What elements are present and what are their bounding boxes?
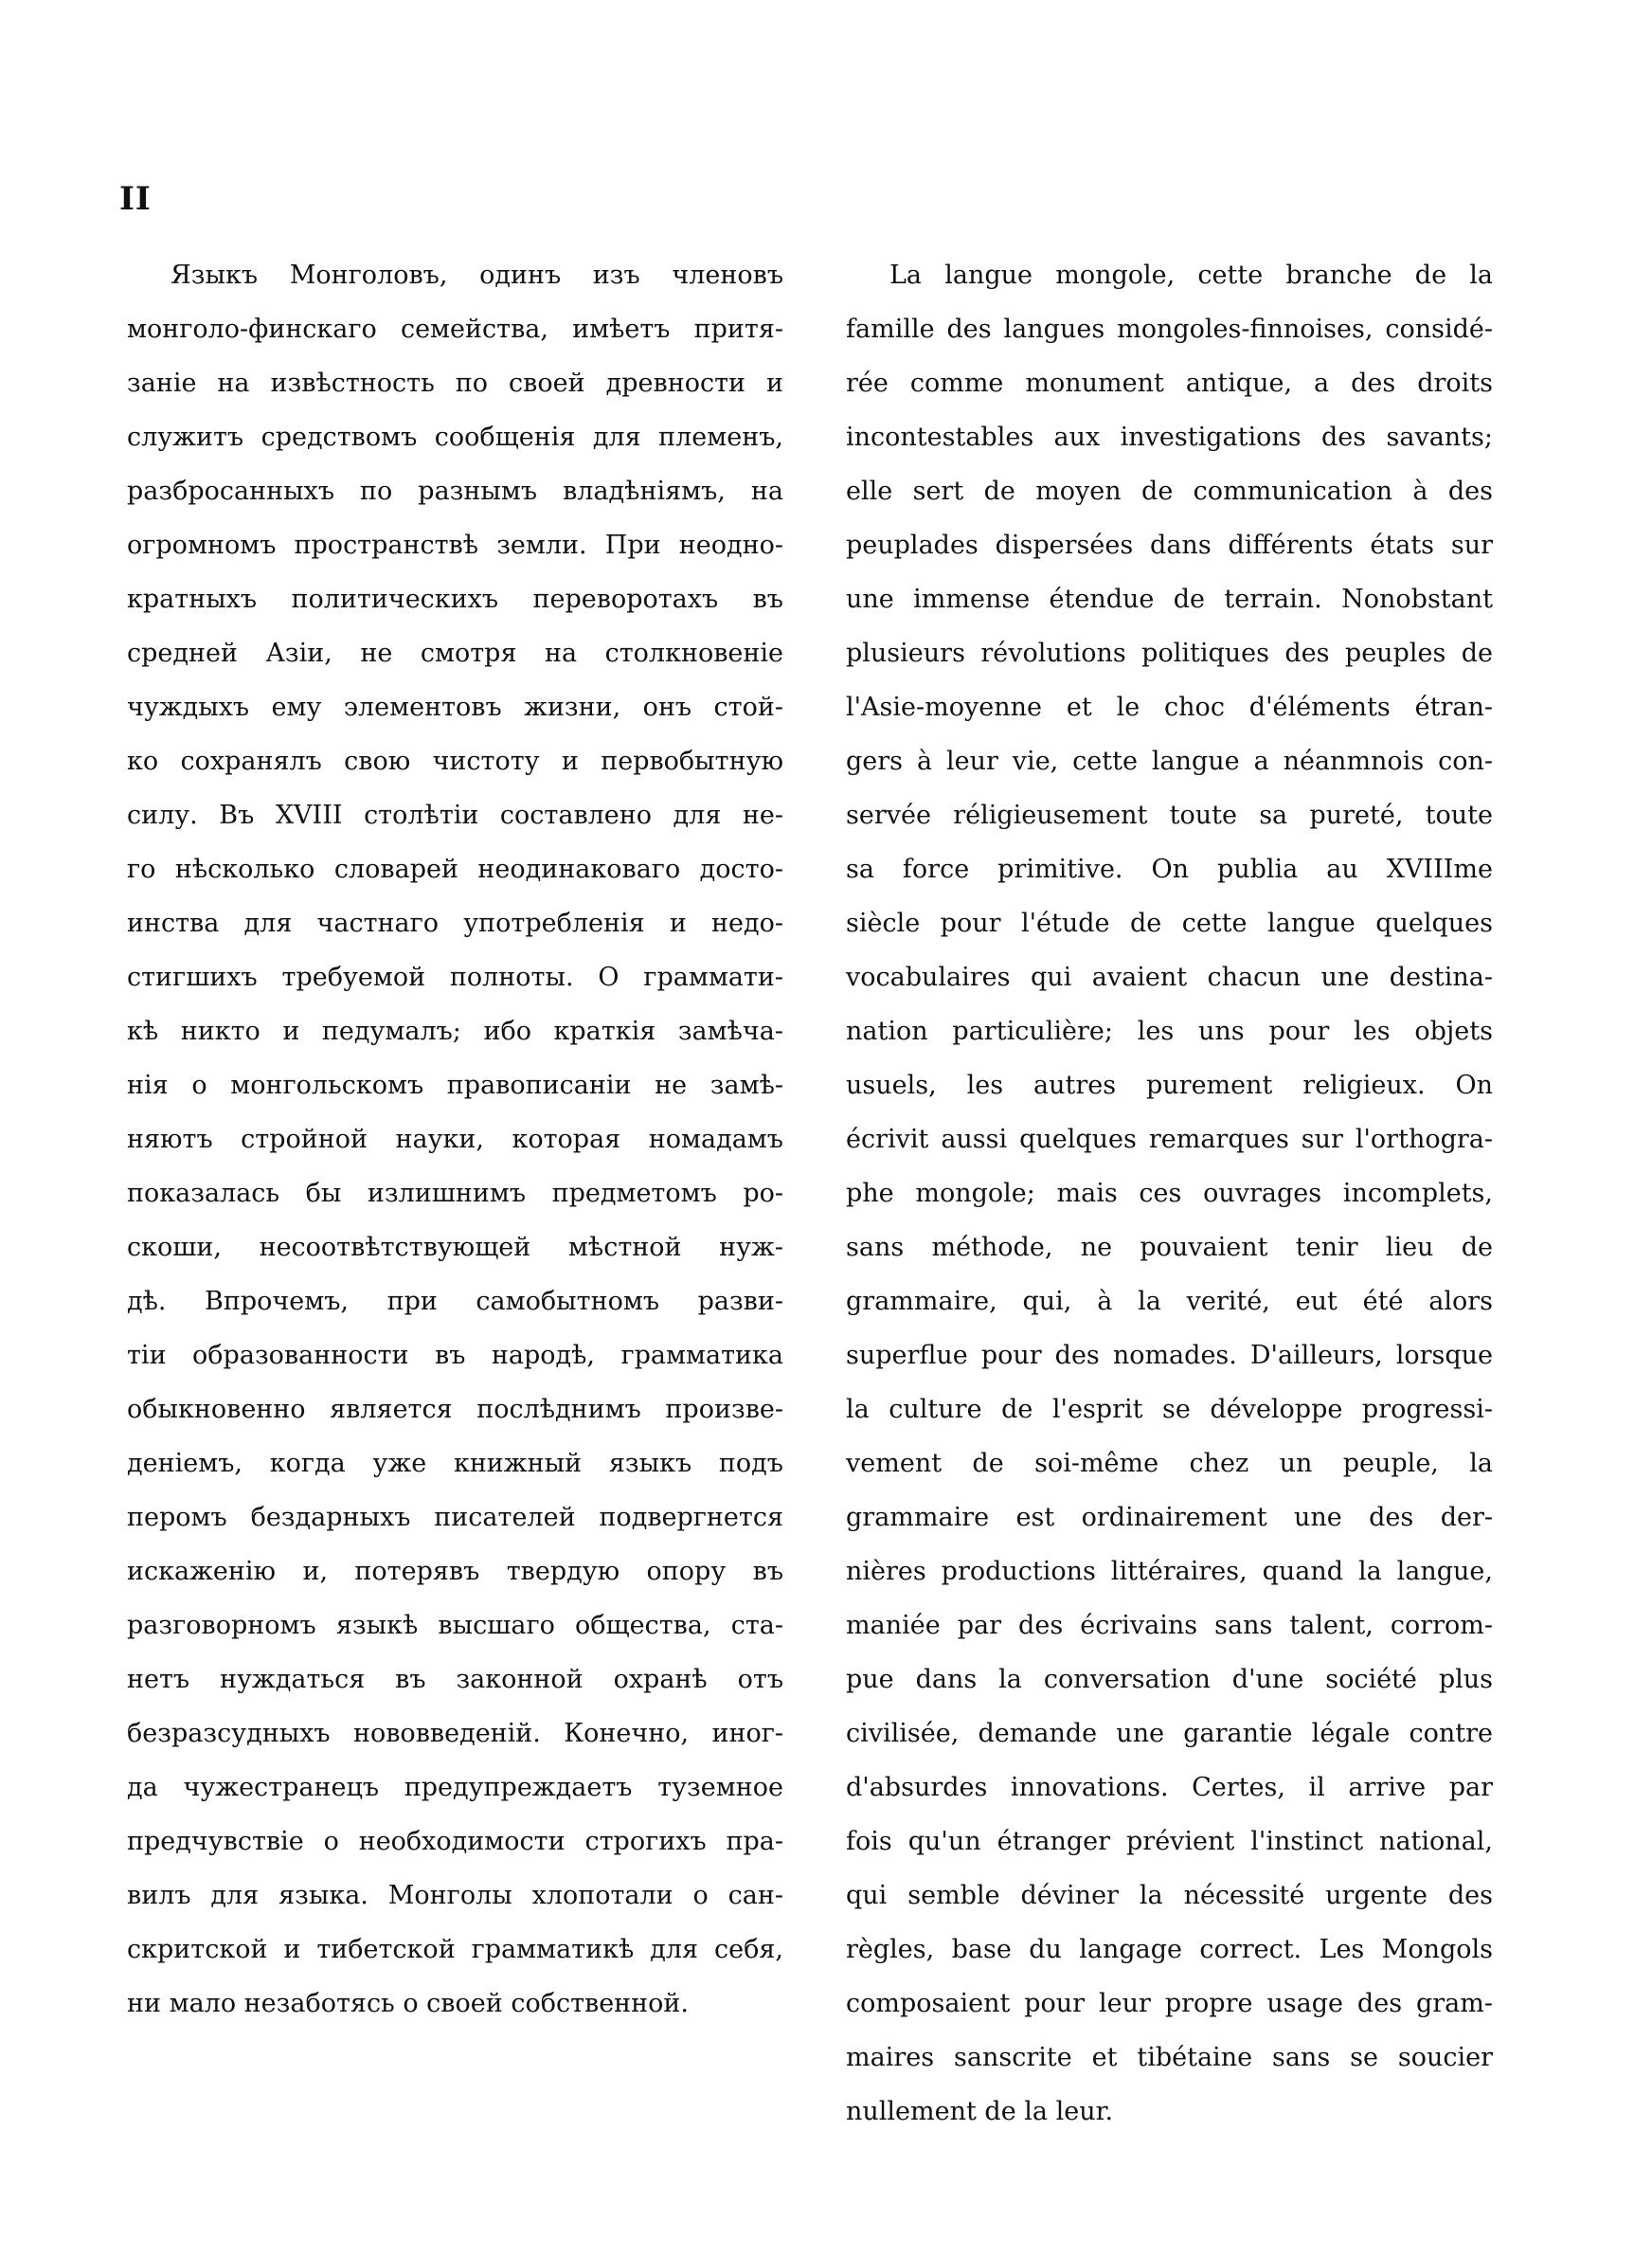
page-number: II xyxy=(119,180,152,218)
text-line: ко сохранялъ свою чистоту и первобытную xyxy=(127,747,783,776)
text-line: разбросанныхъ по разнымъ владѣніямъ, на xyxy=(127,477,783,506)
text-line: fois qu'un étranger prévient l'instinct national, xyxy=(846,1827,1493,1856)
text-line: sans méthode, ne pouvaient tenir lieu de xyxy=(846,1233,1493,1262)
text-line: служитъ средствомъ сообщенія для племенъ, xyxy=(127,423,783,452)
text-line: обыкновенно является послѣднимъ произве- xyxy=(127,1395,783,1424)
text-line: скоши, несоотвѣтствующей мѣстной нуж- xyxy=(127,1233,783,1262)
text-line: civilisée, demande une garantie légale contre xyxy=(846,1719,1493,1748)
text-line: да чужестранецъ предупреждаетъ туземное xyxy=(127,1773,783,1802)
text-line: средней Азіи, не смотря на столкновеніе xyxy=(127,639,783,668)
text-line: qui semble déviner la nécessité urgente des xyxy=(846,1881,1493,1910)
french-text-column xyxy=(846,248,1493,2139)
text-line: разговорномъ языкѣ высшаго общества, ста- xyxy=(127,1611,783,1640)
russian-text-column xyxy=(127,248,783,2031)
text-line: maires sanscrite et tibétaine sans se soucier xyxy=(846,2043,1493,2072)
text-line: nullement de la leur. xyxy=(846,2097,1114,2126)
text-line: чуждыхъ ему элементовъ жизни, онъ стой- xyxy=(127,693,783,722)
text-line: d'absurdes innovations. Certes, il arrive par xyxy=(846,1773,1493,1802)
text-line: огромномъ пространствѣ земли. При неодно- xyxy=(127,531,783,560)
text-line: го нѣсколько словарей неодинаковаго досто- xyxy=(127,855,783,884)
text-line: Языкъ Монголовъ, одинъ изъ членовъ xyxy=(171,261,783,290)
text-line: usuels, les autres purement religieux. On xyxy=(846,1071,1493,1100)
text-line: composaient pour leur propre usage des gram- xyxy=(846,1989,1493,2018)
text-line: grammaire est ordinairement une des der- xyxy=(846,1503,1493,1532)
text-line: инства для частнаго употребленія и недо- xyxy=(127,909,783,938)
text-line: la culture de l'esprit se développe progressi- xyxy=(846,1395,1493,1424)
text-line: siècle pour l'étude de cette langue quelques xyxy=(846,909,1493,938)
text-line: pue dans la conversation d'une société plus xyxy=(846,1665,1493,1694)
text-line: elle sert de moyen de communication à des xyxy=(846,477,1493,506)
text-line: vement de soi-même chez un peuple, la xyxy=(846,1449,1493,1478)
text-line: vocabulaires qui avaient chacun une destina- xyxy=(846,963,1493,992)
text-line: plusieurs révolutions politiques des peuples de xyxy=(846,639,1493,668)
text-line: une immense étendue de terrain. Nonobstant xyxy=(846,585,1493,614)
text-line: дѣ. Впрочемъ, при самобытномъ разви- xyxy=(127,1287,783,1316)
text-line: заніе на извѣстность по своей древности и xyxy=(127,369,783,398)
text-line: нетъ нуждаться въ законной охранѣ отъ xyxy=(127,1665,783,1694)
text-line: монголо-финскаго семейства, имѣетъ притя- xyxy=(127,315,783,344)
text-line: superflue pour des nomades. D'ailleurs, lorsque xyxy=(846,1341,1493,1370)
text-line: стигшихъ требуемой полноты. О граммати- xyxy=(127,963,783,992)
text-line: предчувствіе о необходимости строгихъ пра- xyxy=(127,1827,783,1856)
text-line: нія о монгольскомъ правописаніи не замѣ- xyxy=(127,1071,783,1100)
text-line: кѣ никто и пeдумалъ; ибо краткія замѣча- xyxy=(127,1017,783,1046)
text-line: nières productions littéraires, quand la langue, xyxy=(846,1557,1493,1586)
text-line: écrivit aussi quelques remarques sur l'orthogra- xyxy=(846,1125,1493,1154)
text-line: ни мало незаботясь о своей собственной. xyxy=(127,1989,690,2018)
text-line: sa force primitive. On publia au XVIIIme xyxy=(846,855,1493,884)
text-line: няютъ стройной науки, которая номадамъ xyxy=(127,1125,783,1154)
text-line: maniée par des écrivains sans talent, corrom- xyxy=(846,1611,1493,1640)
text-line: деніемъ, когда уже книжный языкъ подъ xyxy=(127,1449,783,1478)
text-line: grammaire, qui, à la verité, eut été alors xyxy=(846,1287,1493,1316)
text-line: incontestables aux investigations des savants; xyxy=(846,423,1493,452)
text-line: тіи образованности въ народѣ, грамматика xyxy=(127,1341,783,1370)
text-line: перомъ бездарныхъ писателей подвергнется xyxy=(127,1503,783,1532)
text-line: безразсудныхъ нововведеній. Конечно, иног- xyxy=(127,1719,783,1748)
text-line: вилъ для языка. Монголы хлопотали о сан- xyxy=(127,1881,783,1910)
text-line: кратныхъ политическихъ переворотахъ въ xyxy=(127,585,783,614)
text-line: l'Asie-moyenne et le choc d'éléments étran- xyxy=(846,693,1493,722)
text-line: famille des langues mongoles-finnoises, considé- xyxy=(846,315,1493,344)
text-line: показалась бы излишнимъ предметомъ ро- xyxy=(127,1179,783,1208)
text-line: rée comme monument antique, a des droits xyxy=(846,369,1493,398)
text-line: règles, base du langage correct. Les Mongols xyxy=(846,1935,1493,1964)
text-line: gers à leur vie, cette langue a néanmnois con- xyxy=(846,747,1493,776)
text-line: servée réligieusement toute sa pureté, toute xyxy=(846,801,1493,830)
text-line: силу. Въ XVIII столѣтіи составлено для не- xyxy=(127,801,783,830)
text-line: peuplades dispersées dans différents états sur xyxy=(846,531,1493,560)
text-line: La langue mongole, cette branche de la xyxy=(889,261,1493,290)
text-line: скритской и тибетской грамматикѣ для себя, xyxy=(127,1935,783,1964)
text-line: искаженію и, потерявъ твердую опору въ xyxy=(127,1557,783,1586)
text-line: nation particulière; les uns pour les objets xyxy=(846,1017,1493,1046)
text-line: phe mongole; mais ces ouvrages incomplets, xyxy=(846,1179,1493,1208)
